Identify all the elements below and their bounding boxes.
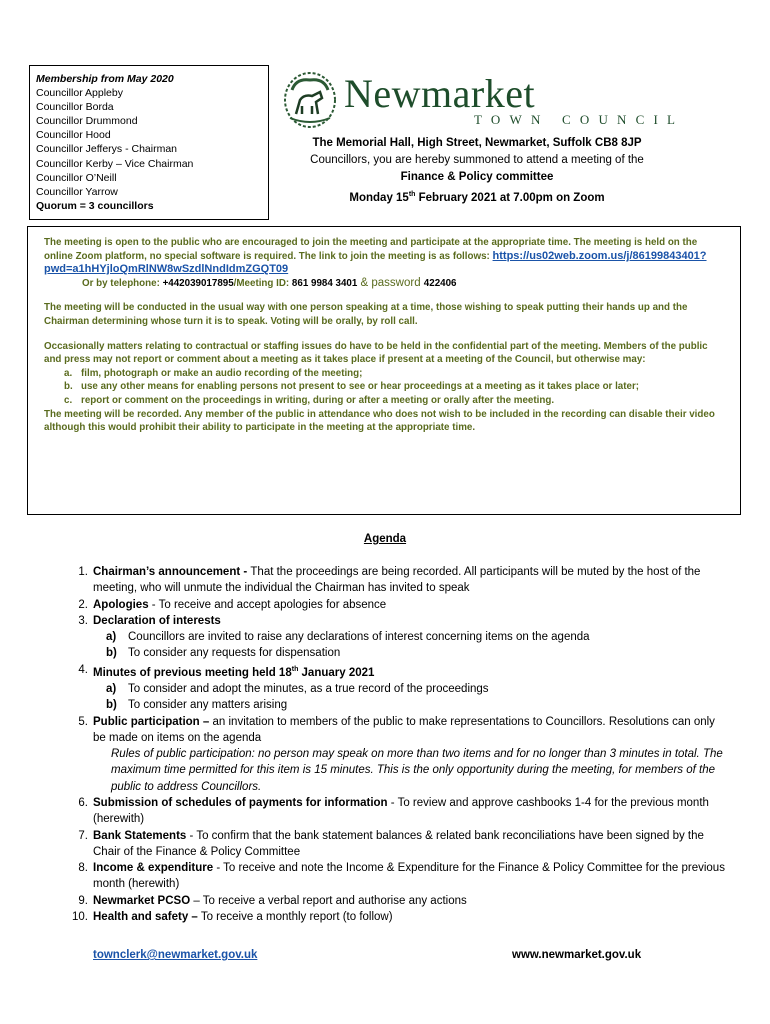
agenda-item: 4. Minutes of previous meeting held 18th January 2021 <box>78 663 375 679</box>
agenda-subitem: b) To consider any matters arising <box>106 699 288 712</box>
member-name: Councillor O’Neill <box>36 171 117 184</box>
notice-paragraph: Occasionally matters relating to contractual or staffing issues do have to be held in the confidential part of the meeting. Members of the public and press may not report or comment about a meeting as it takes place if present at a meeting of the Council, but otherwise may: <box>44 340 708 366</box>
member-name: Councillor Drummond <box>36 115 138 128</box>
list-item: b. use any other means for enabling persons not present to see or hear proceedings at a meeting as it takes place or later; <box>64 381 640 393</box>
footer-email-link[interactable]: townclerk@newmarket.gov.uk <box>93 949 258 961</box>
agenda-item: 2. Apologies - To receive and accept apologies for absence <box>78 598 387 611</box>
member-name: Councillor Jefferys - Chairman <box>36 143 178 156</box>
agenda-item: 5. Public participation – an invitation to members of the public to make representations to Councillors. Resolutions can only be made on items on the agenda <box>78 715 715 744</box>
agenda-subitem: a) Councillors are invited to raise any declarations of interest concerning items on the agenda <box>106 631 590 644</box>
member-name: Councillor Appleby <box>36 87 123 100</box>
notice-paragraph: The meeting will be recorded. Any member of the public in attendance who does not wish to be included in the recording can disable their video although this would prohibit their ability to participate in the meeting at the appropriate time. <box>44 408 715 434</box>
member-name: Councillor Yarrow <box>36 185 118 198</box>
agenda-subitem: b) To consider any requests for dispensation <box>106 647 341 660</box>
horse-crest-icon <box>282 70 338 130</box>
telephone-line: Or by telephone: +442039017895/Meeting ID: 861 9984 3401 & password 422406 <box>82 276 457 289</box>
agenda-item: 9. Newmarket PCSO – To receive a verbal report and authorise any actions <box>78 894 467 907</box>
agenda-item: 3. Declaration of interests <box>78 614 221 627</box>
member-name: Councillor Kerby – Vice Chairman <box>36 157 194 170</box>
public-notice-box <box>27 226 741 515</box>
logo-subtitle: TOWN COUNCIL <box>474 112 685 127</box>
member-name: Councillor Hood <box>36 129 111 142</box>
agenda-title: Agenda <box>363 533 407 545</box>
notice-paragraph: The meeting will be conducted in the usual way with one person speaking at a time, those wishing to speak putting their hands up and the Chairman determining whose turn it is to speak. Voting will be orally, by roll call. <box>44 302 688 327</box>
list-item: c. report or comment on the proceedings in writing, during or after a meeting or orally after the meeting. <box>64 394 555 406</box>
membership-title: Membership from May 2020 <box>36 73 174 85</box>
committee-name: Finance & Policy committee <box>400 171 554 183</box>
agenda-item: 6. Submission of schedules of payments for information - To review and approve cashbooks 1-4 for the previous month (herewith) <box>78 796 709 826</box>
membership-box <box>29 65 269 220</box>
agenda-item: 10. Health and safety – To receive a monthly report (to follow) <box>72 911 393 924</box>
council-logo <box>282 70 692 130</box>
agenda-subitem: a) To consider and adopt the minutes, as a true record of the proceedings <box>106 682 489 695</box>
meeting-header <box>282 135 672 207</box>
footer-website: www.newmarket.gov.uk <box>512 949 642 961</box>
permitted-actions-list <box>44 367 726 408</box>
agenda-item: 7. Bank Statements - To confirm that the bank statement balances & related bank reconciliations have been signed by the Chair of the Finance & Policy Committee <box>78 829 704 858</box>
quorum-text: Quorum = 3 councillors <box>36 199 154 212</box>
summons-text: Councillors, you are hereby summoned to attend a meeting of the <box>310 154 644 166</box>
zoom-link[interactable]: https://us02web.zoom.us/j/86199843401?pwd=a1hHYjloQmRlNW8wSzdlNndIdmZGQT09 <box>44 249 707 276</box>
logo-wordmark: Newmarket <box>344 71 536 116</box>
member-name: Councillor Borda <box>36 101 114 114</box>
meeting-date: Monday 15th February 2021 at 7.00pm on Zoom <box>349 191 605 204</box>
list-item: a. film, photograph or make an audio recording of the meeting; <box>64 367 363 379</box>
agenda-item: 8. Income & expenditure - To receive and note the Income & Expenditure for the Finance & Policy Committee for the previous month (herewith) <box>78 862 725 891</box>
agenda-list <box>68 564 728 925</box>
meeting-venue: The Memorial Hall, High Street, Newmarket, Suffolk CB8 8JP <box>312 137 642 149</box>
agenda-item: 1. Chairman’s announcement - That the proceedings are being recorded. All participants will be muted by the host of the meeting, who will unmute the individual the Chairman has invited to speak <box>78 566 701 595</box>
participation-rules: Rules of public participation: no person may speak on more than two items and for no longer than 3 minutes in total. The maximum time permitted for this item is 15 minutes. This is the only opportunity during the meeting, for members of the public to address Councillors. <box>111 748 723 793</box>
notice-paragraph: The meeting is open to the public who are encouraged to join the meeting and participate at the appropriate time. The meeting is held on the online Zoom platform, no special software is required. The link to join the meeting is as follows: https://us02web.zoom.us/j/86199843401?pwd=a1hHYjloQmRlNW8wSzdlNndIdmZGQT09 <box>44 237 707 276</box>
